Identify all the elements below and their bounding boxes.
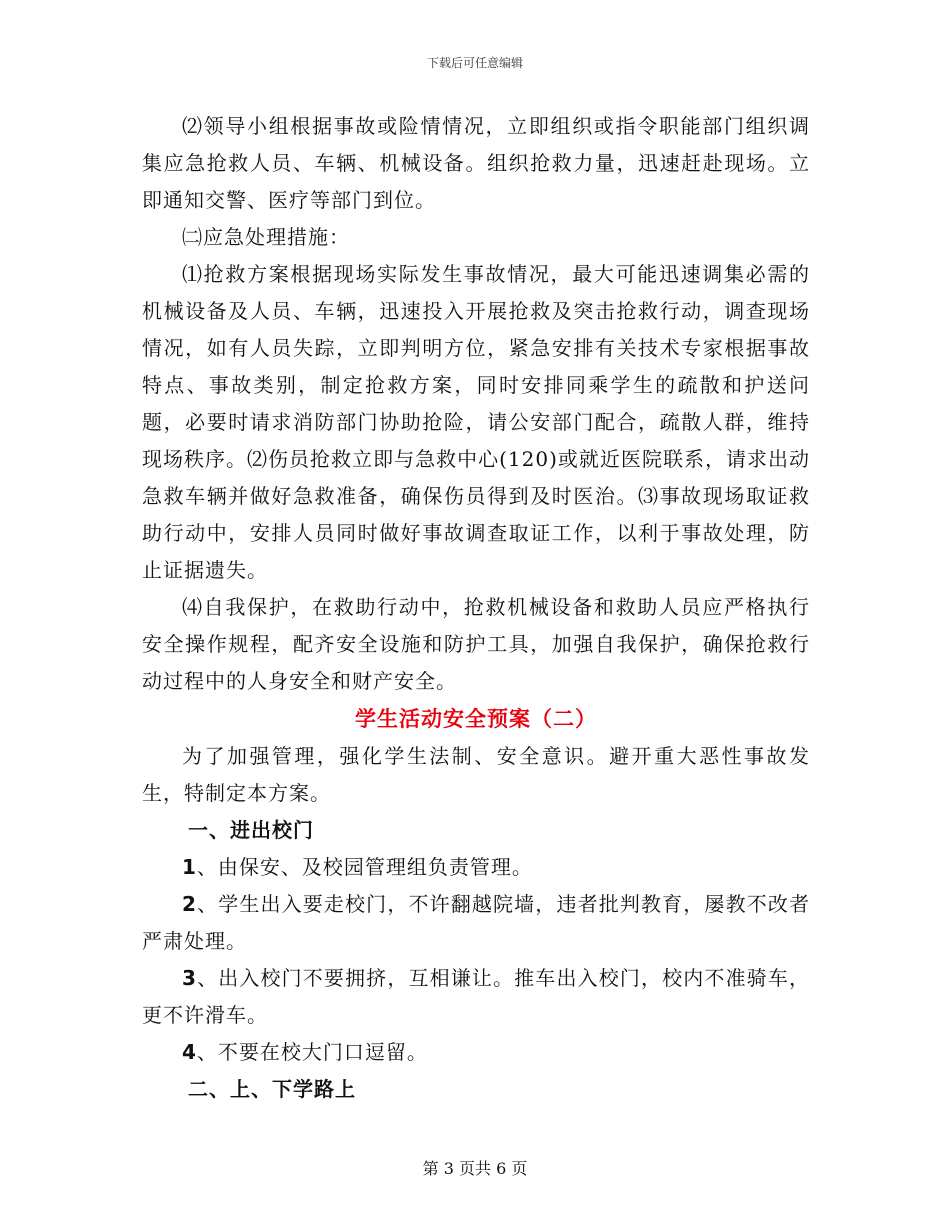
paragraph-emergency-measures-heading: ㈡应急处理措施： <box>182 225 350 249</box>
list-item-number: 3 <box>182 966 197 990</box>
list-item-number: 2 <box>182 892 197 916</box>
paragraph-rescue-plan: ⑴抢救方案根据现场实际发生事故情况，最大可能迅速调集必需的机械设备及人员、车辆，迅速投入开展抢救及突击抢救行动，调查现场情况，如有人员失踪，立即判明方位，紧急安排有关技术专家根据事故特点、事故类别，制定抢救方案，同时安排同乘学生的疏散和护送问题，必要时请求消防部门协助抢险，请公安部门配合，疏散人群，维持现场秩序。⑵伤员抢救立即与急救中心(120)或就近医院联系，请求出动急救车辆并做好急救准备，确保伤员得到及时医治。⑶事故现场取证救助行动中，安排人员同时做好事故调查取证工作，以利于事故处理，防止证据遗失。 <box>142 262 810 582</box>
list-item-number: 4 <box>182 1040 197 1064</box>
paragraph-self-protection: ⑷自我保护，在救助行动中，抢救机械设备和救助人员应严格执行安全操作规程，配齐安全设施和防护工具，加强自我保护，确保抢救行动过程中的人身安全和财产安全。 <box>142 595 810 693</box>
list-item-text: 、学生出入要走校门，不许翻越院墙，违者批判教育，屡教不改者严肃处理。 <box>142 892 810 953</box>
list-item <box>142 849 810 886</box>
list-item <box>142 1034 810 1071</box>
page-header: 下载后可任意编辑 <box>426 56 523 70</box>
list-item-text: 、不要在校大门口逗留。 <box>196 1040 428 1064</box>
list-item <box>142 960 810 1034</box>
section-heading-school-gate: 一、进出校门 <box>188 818 314 842</box>
paragraph-intro: 为了加强管理，强化学生法制、安全意识。避开重大恶性事故发生，特制定本方案。 <box>142 744 810 805</box>
document-body <box>142 108 810 1108</box>
list-item <box>142 886 810 960</box>
paragraph-leadership: ⑵领导小组根据事故或险情情况，立即组织或指令职能部门组织调集应急抢救人员、车辆、机械设备。组织抢救力量，迅速赶赴现场。立即通知交警、医疗等部门到位。 <box>142 114 810 212</box>
list-item-number: 1 <box>182 855 197 879</box>
list-item-text: 、由保安、及校园管理组负责管理。 <box>196 855 533 879</box>
list-item-text: 、出入校门不要拥挤，互相谦让。推车出入校门，校内不准骑车，更不许滑车。 <box>142 966 810 1027</box>
section-heading-commute: 二、上、下学路上 <box>188 1077 356 1101</box>
document-title: 学生活动安全预案（二） <box>355 707 597 731</box>
page-number: 第 3 页共 6 页 <box>422 1159 528 1178</box>
